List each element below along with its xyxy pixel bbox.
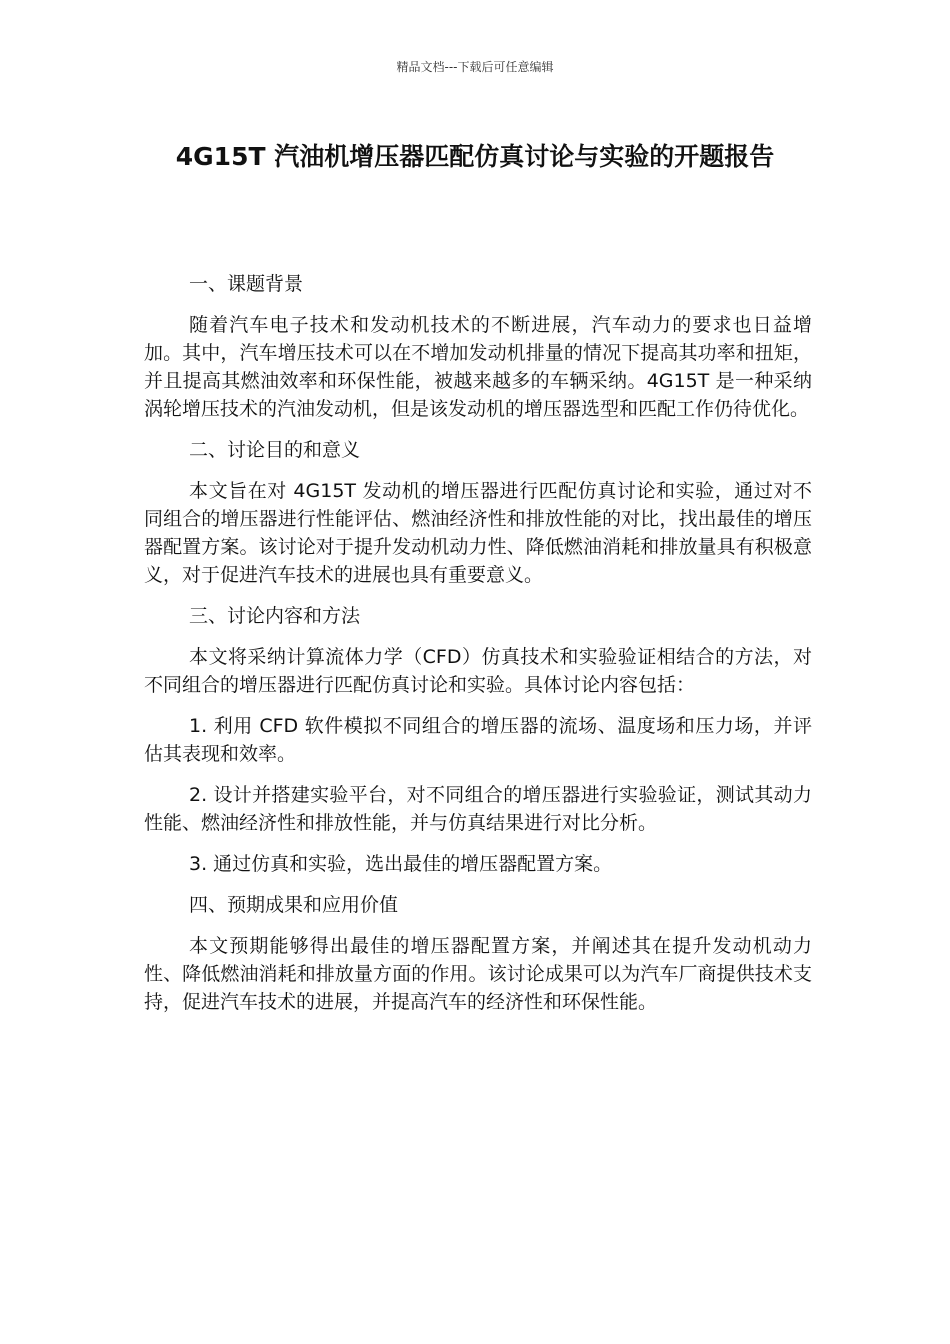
section-heading-outcomes: 四、预期成果和应用价值 — [189, 894, 399, 916]
document-title: 4G15T 汽油机增压器匹配仿真讨论与实验的开题报告 — [175, 142, 775, 171]
paragraph-background: 随着汽车电子技术和发动机技术的不断进展，汽车动力的要求也日益增加。其中，汽车增压技术可以在不增加发动机排量的情况下提高其功率和扭矩，并且提高其燃油效率和环保性能，被越来越多的车辆采纳。4G15T 是一种采纳涡轮增压技术的汽油发动机，但是该发动机的增压器选型和匹配工作仍待优化。 — [144, 314, 812, 420]
paragraph-purpose: 本文旨在对 4G15T 发动机的增压器进行匹配仿真讨论和实验，通过对不同组合的增压器进行性能评估、燃油经济性和排放性能的对比，找出最佳的增压器配置方案。该讨论对于提升发动机动力性、降低燃油消耗和排放量具有积极意义，对于促进汽车技术的进展也具有重要意义。 — [144, 480, 812, 586]
paragraph-outcomes: 本文预期能够得出最佳的增压器配置方案，并阐述其在提升发动机动力性、降低燃油消耗和排放量方面的作用。该讨论成果可以为汽车厂商提供技术支持，促进汽车技术的进展，并提高汽车的经济性和环保性能。 — [144, 935, 812, 1013]
list-item-method-1: 1. 利用 CFD 软件模拟不同组合的增压器的流场、温度场和压力场，并评估其表现和效率。 — [144, 715, 812, 765]
header-note: 精品文档---下载后可任意编辑 — [396, 60, 554, 74]
paragraph-methods: 本文将采纳计算流体力学（CFD）仿真技术和实验验证相结合的方法，对不同组合的增压器进行匹配仿真讨论和实验。具体讨论内容包括： — [144, 646, 812, 696]
list-item-method-3: 3. 通过仿真和实验，选出最佳的增压器配置方案。 — [189, 853, 613, 875]
document-body — [144, 270, 812, 1029]
section-heading-methods: 三、讨论内容和方法 — [189, 605, 361, 627]
section-heading-purpose: 二、讨论目的和意义 — [189, 439, 361, 461]
section-heading-background: 一、课题背景 — [189, 273, 304, 295]
list-item-method-2: 2. 设计并搭建实验平台，对不同组合的增压器进行实验验证，测试其动力性能、燃油经济性和排放性能，并与仿真结果进行对比分析。 — [144, 784, 812, 834]
